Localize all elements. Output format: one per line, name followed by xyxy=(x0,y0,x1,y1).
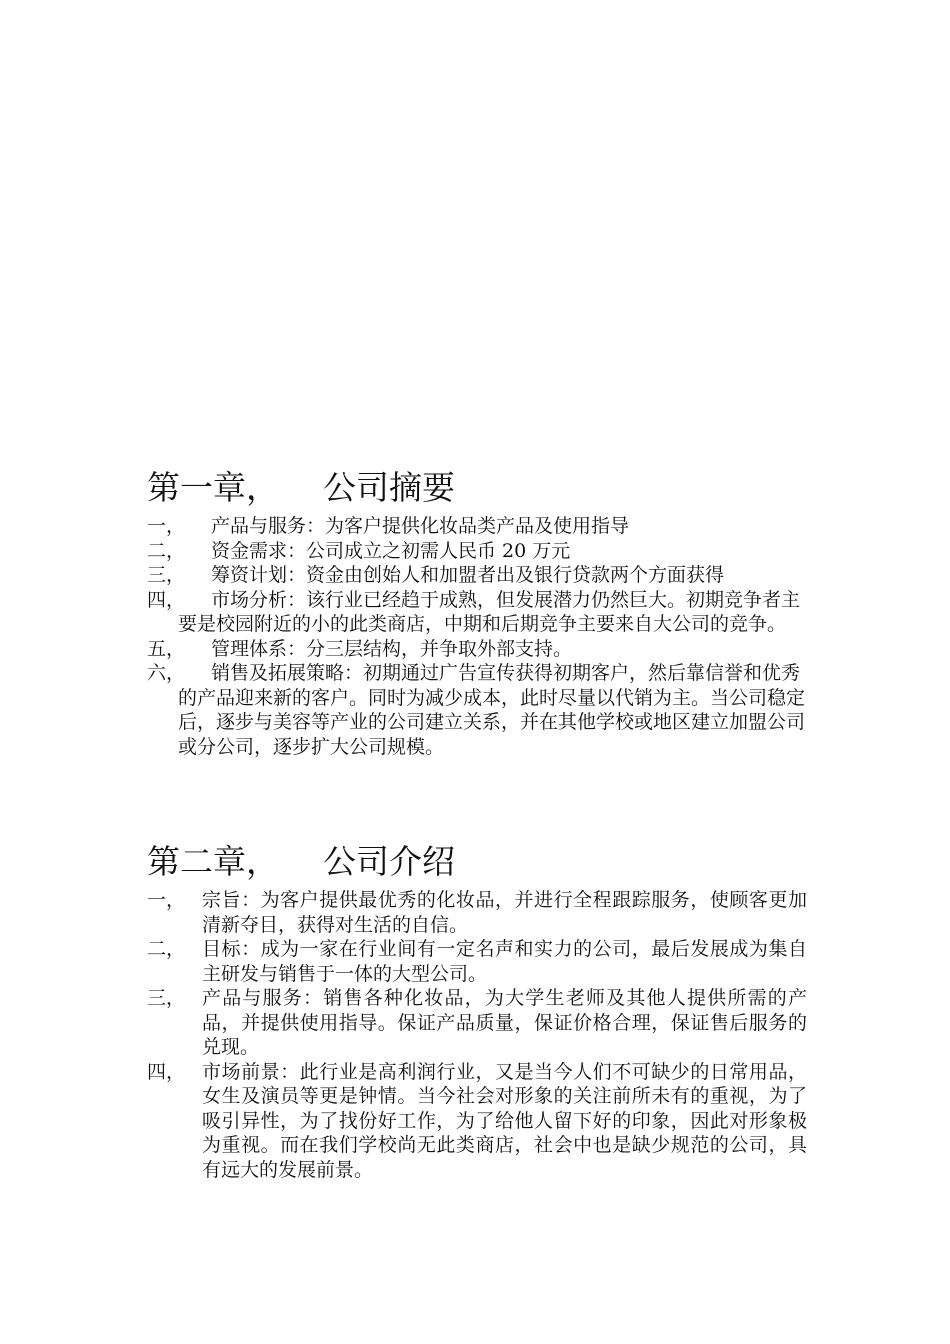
item-number: 四， xyxy=(147,1060,186,1083)
chapter-2-title-name: 公司介绍 xyxy=(323,842,455,881)
item-text: 销售及拓展策略：初期通过广告宣传获得初期客户，然后靠信誉和优秀的产品迎来新的客户。同时为减少成本，此时尽量以代销为主。当公司稳定后，逐步与美容等产业的公司建立关系，并在其他学校或地区建立加盟公司或分公司，逐步扩大公司规模。 xyxy=(178,662,806,758)
list-item xyxy=(147,937,827,986)
list-item xyxy=(147,637,814,662)
item-number: 一， xyxy=(147,515,186,537)
item-text: 市场前景：此行业是高利润行业，又是当今人们不可缺少的日常用品，女生及演员等更是钟情。当今社会对形象的关注前所未有的重视，为了吸引异性，为了找份好工作，为了给他人留下好的印象，因此对形象极为重视。而在我们学校尚无此类商店，社会中也是缺少规范的公司，具有远大的发展前景。 xyxy=(202,1060,807,1181)
item-text: 目标：成为一家在行业间有一定名声和实力的公司，最后发展成为集自主研发与销售于一体的大型公司。 xyxy=(202,938,807,985)
item-number: 二， xyxy=(147,938,186,960)
list-item xyxy=(147,888,827,937)
list-item xyxy=(147,539,814,564)
list-item xyxy=(147,514,814,539)
item-text: 产品与服务：为客户提供化妆品类产品及使用指导 xyxy=(211,515,630,537)
item-text: 市场分析：该行业已经趋于成熟，但发展潜力仍然巨大。初期竞争者主要是校园附近的小的此类商店，中期和后期竞争主要来自大公司的竞争。 xyxy=(178,588,801,635)
list-item xyxy=(147,661,814,759)
chapter-2-company-introduction xyxy=(147,842,827,1182)
item-text: 产品与服务：销售各种化妆品，为大学生老师及其他人提供所需的产品，并提供使用指导。保证产品质量，保证价格合理，保证售后服务的兑现。 xyxy=(202,987,807,1058)
chapter-1-company-summary xyxy=(147,468,827,759)
item-number: 一， xyxy=(147,889,186,911)
item-text: 宗旨：为客户提供最优秀的化妆品，并进行全程跟踪服务，使顾客更加清新夺目，获得对生活的自信。 xyxy=(202,889,807,936)
item-text: 筹资计划：资金由创始人和加盟者出及银行贷款两个方面获得 xyxy=(211,564,725,586)
list-item xyxy=(147,1060,827,1183)
item-text: 管理体系：分三层结构，并争取外部支持。 xyxy=(211,637,573,660)
item-number: 三， xyxy=(147,564,186,586)
item-number: 三， xyxy=(147,987,186,1009)
list-item xyxy=(147,563,814,588)
chapter-1-item-list xyxy=(147,514,827,759)
chapter-2-title xyxy=(147,842,827,882)
list-item xyxy=(147,986,827,1060)
chapter-2-title-prefix: 第二章， xyxy=(147,842,279,881)
item-number: 二， xyxy=(147,539,186,562)
chapter-1-title-name: 公司摘要 xyxy=(323,468,455,507)
chapter-2-item-list xyxy=(147,888,827,1182)
chapter-1-title xyxy=(147,468,827,508)
item-number: 六， xyxy=(147,662,186,684)
item-number: 四， xyxy=(147,588,186,611)
chapter-1-title-prefix: 第一章， xyxy=(147,468,279,507)
item-text: 资金需求：公司成立之初需人民币 20 万元 xyxy=(211,539,571,562)
item-number: 五， xyxy=(147,637,186,660)
list-item xyxy=(147,588,814,637)
